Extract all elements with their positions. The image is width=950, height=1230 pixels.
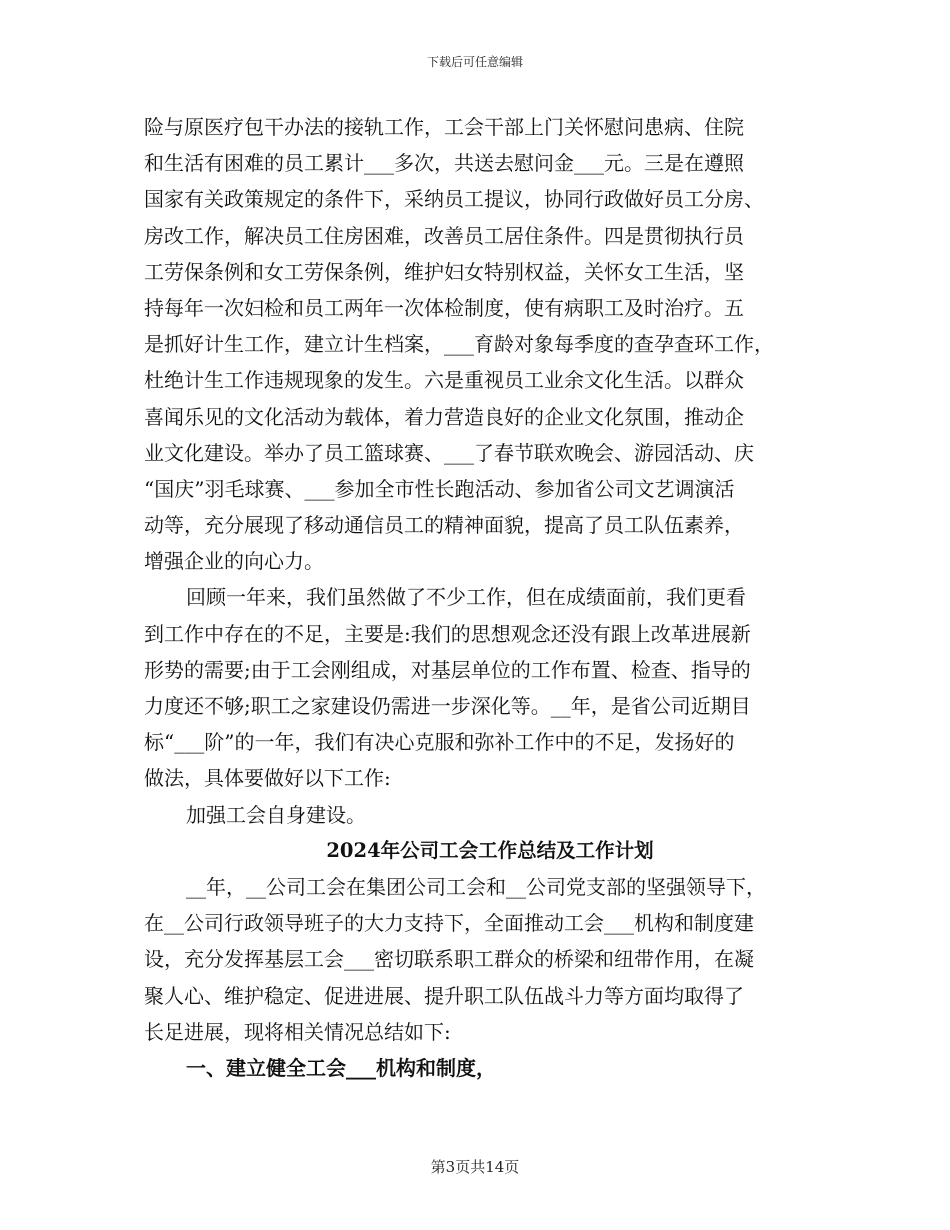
paragraph-line: 设，充分发挥基层工会___密切联系职工群众的桥梁和纽带作用，在凝 xyxy=(144,947,754,972)
paragraph-line: 回顾一年来，我们虽然做了不少工作，但在成绩面前，我们更看 xyxy=(186,585,746,610)
section-title: 2024年公司工会工作总结及工作计划 xyxy=(326,838,654,862)
page-header: 下载后可任意编辑 xyxy=(426,55,523,69)
paragraph-line: 力度还不够;职工之家建设仍需进一步深化等。__年，是省公司近期目 xyxy=(144,694,751,718)
paragraph-line: 增强企业的向心力。 xyxy=(144,549,324,574)
paragraph-line: 业文化建设。举办了员工篮球赛、___了春节联欢晚会、游园活动、庆 xyxy=(144,440,754,465)
paragraph-line: 加强工会自身建设。 xyxy=(186,802,366,827)
paragraph-line: 长足进展，现将相关情况总结如下: xyxy=(144,1019,451,1044)
paragraph-line: 工劳保条例和女工劳保条例，维护妇女特别权益，关怀女工生活，坚 xyxy=(144,259,744,284)
paragraph-line: 杜绝计生工作违规现象的发生。六是重视员工业余文化生活。以群众 xyxy=(144,368,744,393)
paragraph-line: 做法，具体要做好以下工作: xyxy=(144,766,391,791)
page-footer: 第3页共14页 xyxy=(430,1158,520,1176)
paragraph-line: 国家有关政策规定的条件下，采纳员工提议，协同行政做好员工分房、 xyxy=(144,187,764,212)
paragraph-line: __年，__公司工会在集团公司工会和__公司党支部的坚强领导下， xyxy=(186,874,766,899)
paragraph-line: 聚人心、维护稳定、促进进展、提升职工队伍战斗力等方面均取得了 xyxy=(144,983,744,1008)
paragraph-line: 标“___阶”的一年，我们有决心克服和弥补工作中的不足，发扬好的 xyxy=(144,730,735,755)
paragraph-line: 在__公司行政领导班子的大力支持下，全面推动工会___机构和制度建 xyxy=(144,911,754,936)
paragraph-line: 形势的需要;由于工会刚组成，对基层单位的工作布置、检查、指导的 xyxy=(144,657,751,682)
paragraph-line: 险与原医疗包干办法的接轨工作，工会干部上门关怀慰问患病、住院 xyxy=(144,115,744,139)
paragraph-line: 到工作中存在的不足，主要是:我们的思想观念还没有跟上改革进展新 xyxy=(144,621,751,646)
paragraph-line: 房改工作，解决员工住房困难，改善员工居住条件。四是贯彻执行员 xyxy=(144,223,744,248)
paragraph-line: 和生活有困难的员工累计___多次，共送去慰问金___元。三是在遵照 xyxy=(144,151,744,176)
paragraph-line: “国庆”羽毛球赛、___参加全市性长跑活动、参加省公司文艺调演活 xyxy=(144,476,735,501)
paragraph-line: 持每年一次妇检和员工两年一次体检制度，使有病职工及时治疗。五 xyxy=(144,295,744,320)
document-body xyxy=(144,109,806,1086)
paragraph-line: 动等，充分展现了移动通信员工的精神面貌，提高了员工队伍素养， xyxy=(144,513,744,538)
subsection-heading: 一、建立健全工会___机构和制度， xyxy=(186,1055,496,1080)
paragraph-line: 是抓好计生工作，建立计生档案，___育龄对象每季度的查孕查环工作， xyxy=(144,332,774,357)
paragraph-line: 喜闻乐见的文化活动为载体，着力营造良好的企业文化氛围，推动企 xyxy=(144,404,744,429)
